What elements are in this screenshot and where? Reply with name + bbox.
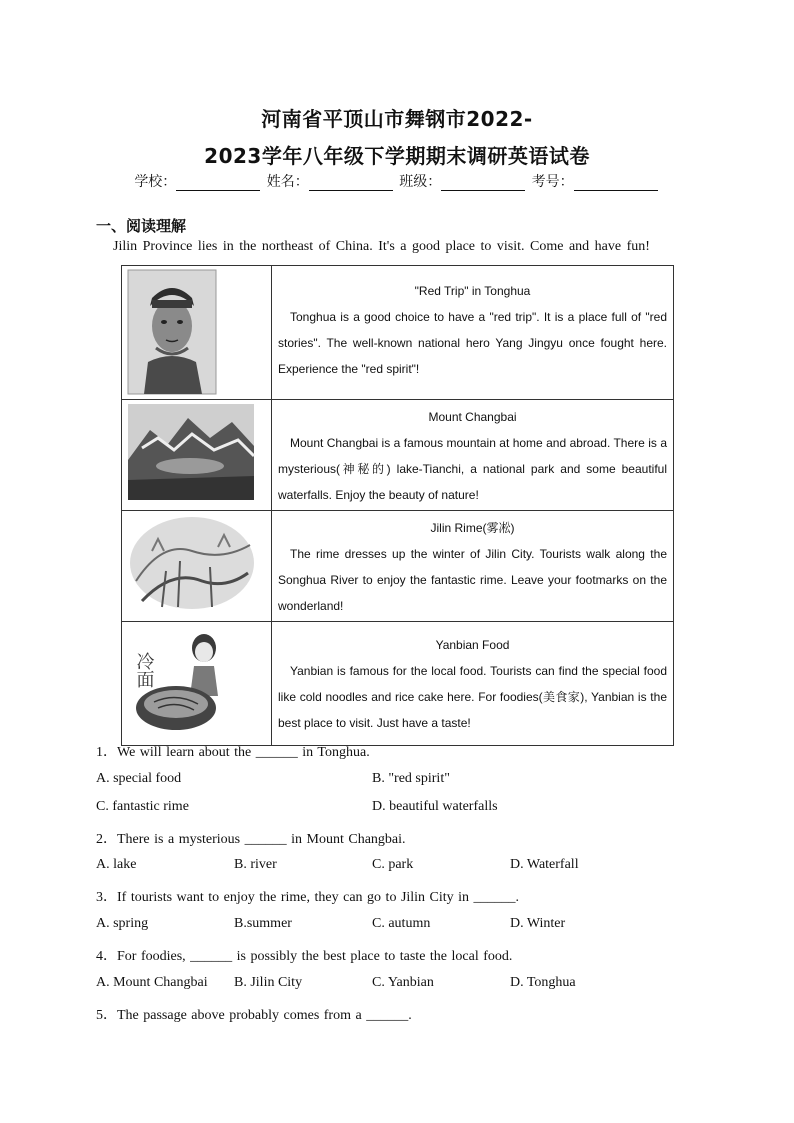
mountain-photo — [122, 400, 271, 506]
portrait-photo — [122, 266, 271, 398]
question-4-option-c[interactable]: C. Yanbian — [372, 975, 434, 990]
image-cell — [122, 622, 272, 746]
table-row — [122, 400, 674, 511]
passage-intro: Jilin Province lies in the northeast of China. It's a good place to visit. Come and have fun! — [113, 239, 650, 254]
section-title: 一、阅读理解 — [96, 217, 187, 235]
question-3-stem: 3．If tourists want to enjoy the rime, they can go to Jilin City in ______. — [96, 890, 520, 905]
class-label: 班级： — [399, 174, 442, 190]
attraction-text-yanbian — [272, 622, 674, 746]
exam-no-label: 考号： — [531, 174, 574, 190]
question-4-stem: 4．For foodies, ______ is possibly the best place to taste the local food. — [96, 949, 513, 964]
attraction-title: Yanbian Food — [435, 638, 510, 652]
name-blank[interactable] — [309, 176, 393, 191]
image-cell — [122, 266, 272, 400]
question-2-option-c[interactable]: C. park — [372, 857, 414, 872]
question-2-option-d[interactable]: D. Waterfall — [510, 857, 579, 872]
rime-photo — [122, 511, 271, 615]
image-cell — [122, 400, 272, 511]
attraction-title: Jilin Rime(雾凇) — [430, 521, 515, 535]
attraction-text-rime — [272, 511, 674, 622]
image-cell — [122, 511, 272, 622]
question-3-option-d[interactable]: D. Winter — [510, 916, 566, 931]
question-1-option-c[interactable]: C. fantastic rime — [96, 799, 189, 814]
table-row — [122, 511, 674, 622]
attraction-text-changbai — [272, 400, 674, 511]
attraction-body: The rime dresses up the winter of Jilin City. Tourists walk along the Songhua River to enjoy the fantastic rime. Leave your footmarks on the wonderland! — [278, 547, 667, 613]
school-label: 学校： — [134, 174, 177, 190]
question-1-option-b[interactable]: B. "red spirit" — [372, 771, 450, 786]
question-4-option-d[interactable]: D. Tonghua — [510, 975, 576, 990]
school-blank[interactable] — [176, 176, 260, 191]
question-2-option-a[interactable]: A. lake — [96, 857, 137, 872]
question-2-option-b[interactable]: B. river — [234, 857, 277, 872]
name-label: 姓名： — [266, 174, 309, 190]
question-5-stem: 5．The passage above probably comes from a ______. — [96, 1008, 412, 1023]
question-1-option-d[interactable]: D. beautiful waterfalls — [372, 799, 498, 814]
food-photo — [122, 622, 271, 744]
question-3-option-a[interactable]: A. spring — [96, 916, 149, 931]
exam-title-line1: 河南省平顶山市舞钢市2022- — [261, 107, 533, 131]
attraction-body: Yanbian is famous for the local food. Tourists can find the special food like cold noodles and rice cake here. For foodies(美食家), Yanbian is the best place to visit. Just have a taste! — [278, 664, 667, 730]
attraction-title: Mount Changbai — [428, 410, 517, 424]
question-3-option-c[interactable]: C. autumn — [372, 916, 431, 931]
question-2-stem: 2．There is a mysterious ______ in Mount Changbai. — [96, 832, 406, 847]
attractions-table — [121, 265, 674, 746]
question-1-stem: 1．We will learn about the ______ in Tonghua. — [96, 745, 370, 760]
attraction-title: "Red Trip" in Tonghua — [414, 284, 531, 298]
attraction-body: Tonghua is a good choice to have a "red trip". It is a place full of "red stories". The well-known national hero Yang Jingyu once fought here. Experience the "red spirit"! — [278, 310, 667, 376]
attraction-text-tonghua — [272, 266, 674, 400]
question-3-option-b[interactable]: B.summer — [234, 916, 292, 931]
student-info-line — [0, 171, 794, 191]
question-4-option-a[interactable]: A. Mount Changbai — [96, 975, 208, 990]
attraction-body: Mount Changbai is a famous mountain at home and abroad. There is a mysterious(神秘的) lake-Tianchi, a national park and some beautiful waterfalls. Enjoy the beauty of nature! — [278, 436, 667, 502]
class-blank[interactable] — [441, 176, 525, 191]
food-photo-caption: 冷面 — [133, 652, 155, 688]
question-4-option-b[interactable]: B. Jilin City — [234, 975, 303, 990]
table-row — [122, 266, 674, 400]
exam-title-line2: 2023学年八年级下学期期末调研英语试卷 — [204, 144, 590, 168]
question-1-option-a[interactable]: A. special food — [96, 771, 182, 786]
exam-no-blank[interactable] — [574, 176, 658, 191]
table-row — [122, 622, 674, 746]
